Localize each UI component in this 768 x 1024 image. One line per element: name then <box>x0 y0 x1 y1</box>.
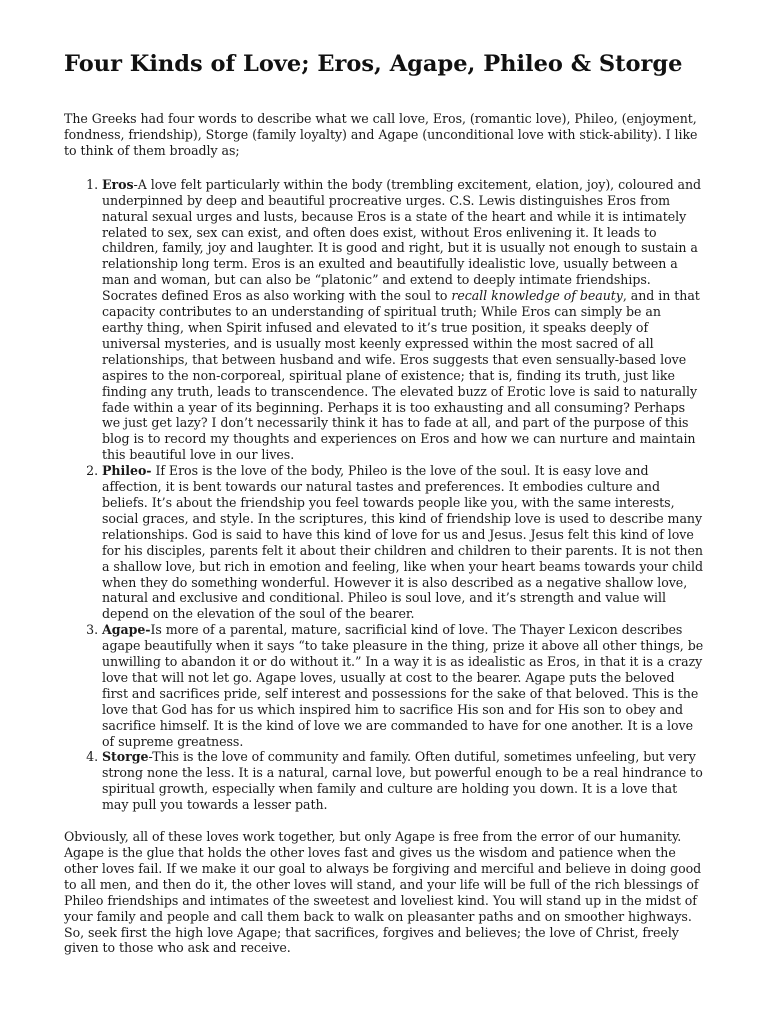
term-phileo: Phileo- <box>102 463 152 479</box>
phileo-text: If Eros is the love of the body, Phileo is the love of the soul. It is easy love and affection, it is bent towards our natural tastes and preferences. It embodies culture and beliefs. It’s about the friendship you feel towards people like you, with the same interests, social graces, and style. In the scriptures, this kind of friendship love is used to describe many relationships. God is said to have this kind of love for us and Jesus. Jesus felt this kind of love for his disciples, parents felt it about their children and children to their parents. It is not then a shallow love, but rich in emotion and feeling, like when your heart beams towards your child when they do something wonderful. However it is also described as a negative shallow love, natural and exclusive and conditional. Phileo is soul love, and it’s strength and value will depend on the elevation of the soul of the bearer. <box>102 463 703 622</box>
love-types-list <box>64 177 704 813</box>
storge-text: -This is the love of community and family. Often dutiful, sometimes unfeeling, but very strong none the less. It is a natural, carnal love, but powerful enough to be a real hindrance to spiritual growth, especially when family and culture are holding you down. It is a love that may pull you towards a lesser path. <box>102 749 703 813</box>
agape-text: Is more of a parental, mature, sacrificial kind of love. The Thayer Lexicon describes agape beautifully when it says “to take pleasure in the thing, prize it above all other things, be unwilling to abandon it or do without it.” In a way it is as idealistic as Eros, in that it is a crazy love that will not let go. Agape loves, usually at cost to the bearer. Agape puts the beloved first and sacrifices pride, self interest and possessions for the sake of that beloved. This is the love that God has for us which inspired him to sacrifice His son and for His son to obey and sacrifice himself. It is the kind of love we are commanded to have for one another. It is a love of supreme greatness. <box>102 622 704 749</box>
intro-paragraph: The Greeks had four words to describe what we call love, Eros, (romantic love), Phileo, (enjoyment, fondness, friendship), Storge (family loyalty) and Agape (unconditional love with stick-ability). I like to think of them broadly as; <box>64 111 698 158</box>
eros-text-before: -A love felt particularly within the body (trembling excitement, elation, joy), coloured and underpinned by deep and beautiful procreative urges. C.S. Lewis distinguishes Eros from natural sexual urges and lusts, because Eros is a state of the heart and while it is intimately related to sex, sex can exist, and often does exist, without Eros enlivening it. It leads to children, family, joy and laughter. It is good and right, but it is usually not enough to sustain a relationship long term. Eros is an exulted and beautifully idealistic love, usually between a man and woman, but can also be “platonic” and extend to deeply intimate friendships. Socrates defined Eros as also working with the soul to <box>102 176 702 304</box>
document-page <box>64 50 704 956</box>
eros-text-after: , and in that capacity contributes to an understanding of spiritual truth; While Eros can simply be an earthy thing, when Spirit infused and elevated to it’s true position, it speaks deeply of universal mysteries, and is usually most keenly expressed within the most sacred of all relationships, that between husband and wife. Eros suggests that even sensually-based love aspires to the non-corporeal, spiritual plane of existence; that is, finding its truth, just like finding any truth, leads to transcendence. The elevated buzz of Erotic love is said to naturally fade within a year of its beginning. Perhaps it is too exhausting and all consuming? Perhaps we just get lazy? I don’t necessarily think it has to fade at all, and part of the purpose of this blog is to record my thoughts and experiences on Eros and how we can nurture and maintain this beautiful love in our lives. <box>102 288 700 463</box>
list-item-phileo <box>102 463 704 622</box>
eros-emphasis: recall knowledge of beauty <box>451 288 623 304</box>
term-agape: Agape- <box>102 622 151 638</box>
page-title: Four Kinds of Love; Eros, Agape, Phileo & Storge <box>64 51 683 77</box>
closing-paragraph: Obviously, all of these loves work together, but only Agape is free from the error of our humanity. Agape is the glue that holds the other loves fast and gives us the wisdom and patience when the other loves fail. If we make it our goal to always be forgiving and merciful and believe in doing good to all men, and then do it, the other loves will stand, and your life will be full of the rich blessings of Phileo friendships and intimates of the sweetest and loveliest kind. You will stand up in the midst of your family and people and call them back to walk on pleasanter paths and on smoother highways. So, seek first the high love Agape; that sacrifices, forgives and believes; the love of Christ, freely given to those who ask and receive. <box>64 829 702 956</box>
term-eros: Eros <box>102 176 134 192</box>
term-storge: Storge <box>102 749 149 765</box>
list-item-eros <box>102 177 704 463</box>
list-item-storge <box>102 749 704 813</box>
list-item-agape <box>102 622 704 749</box>
